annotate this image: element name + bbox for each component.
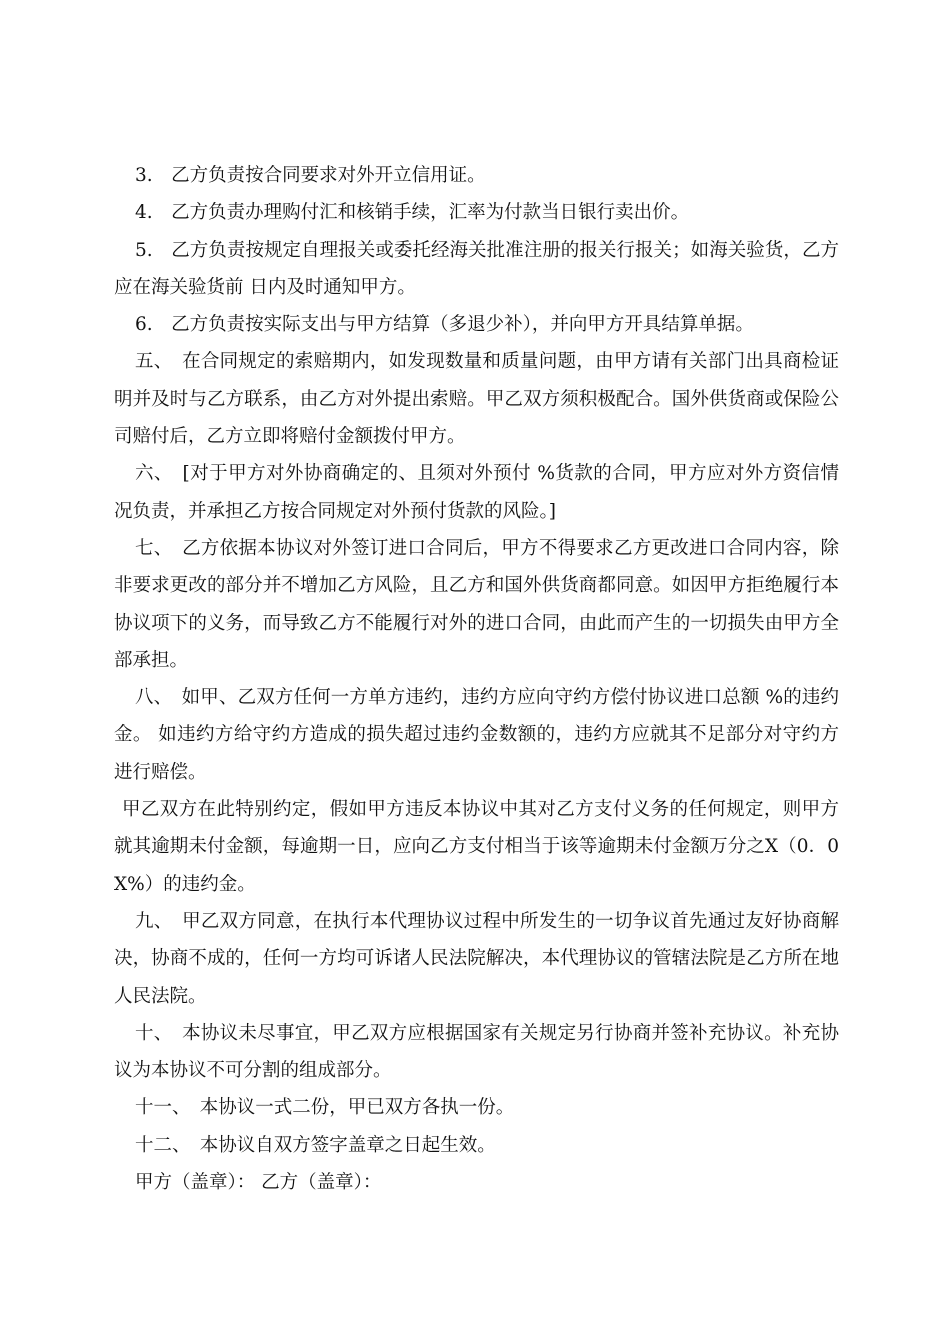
clause-4: 4. 乙方负责办理购付汇和核销手续，汇率为付款当日银行卖出价。: [135, 202, 690, 224]
article-8: 八、 如甲、乙双方任何一方单方违约，违约方应向守约方偿付协议进口总额 %的违约金。 如违约方给守约方造成的损失超过违约金数额的，违约方应就其不足部分对守约方进行赔偿。: [114, 687, 839, 783]
party-b-seal-label: 乙方（盖章）：: [261, 1172, 382, 1194]
special-agreement: 甲乙双方在此特别约定，假如甲方违反本协议中其对乙方支付义务的任何规定，则甲方就其逾期未付金额，每逾期一日，应向乙方支付相当于该等逾期未付金额万分之X（0．0X%）的违约金。: [114, 799, 839, 895]
article-10: 十、 本协议未尽事宜，甲乙双方应根据国家有关规定另行协商并签补充协议。补充协议为本协议不可分割的组成部分。: [114, 1022, 839, 1082]
clause-6: 6. 乙方负责按实际支出与甲方结算（多退少补），并向甲方开具结算单据。: [135, 314, 754, 336]
clause-5: 5. 乙方负责按规定自理报关或委托经海关批准注册的报关行报关；如海关验货，乙方应在海关验货前 日内及时通知甲方。: [114, 239, 839, 298]
article-5: 五、 在合同规定的索赔期内，如发现数量和质量问题，由甲方请有关部门出具商检证明并及时与乙方联系，由乙方对外提出索赔。甲乙双方须积极配合。国外供货商或保险公司赔付后，乙方立即将赔付金额拨付甲方。: [114, 351, 839, 448]
party-a-seal-label: 甲方（盖章）：: [135, 1172, 256, 1194]
article-11: 十一、 本协议一式二份，甲已双方各执一份。: [135, 1097, 515, 1119]
article-9: 九、 甲乙双方同意，在执行本代理协议过程中所发生的一切争议首先通过友好协商解决，协商不成的，任何一方均可诉诸人民法院解决，本代理协议的管辖法院是乙方所在地人民法院。: [114, 910, 839, 1007]
article-6: 六、 [对于甲方对外协商确定的、且须对外预付 %货款的合同，甲方应对外方资信情况负责，并承担乙方按合同规定对外预付货款的风险。]: [114, 463, 839, 522]
document-body: [114, 157, 839, 1201]
article-7: 七、 乙方依据本协议对外签订进口合同后，甲方不得要求乙方更改进口合同内容，除非要求更改的部分并不增加乙方风险，且乙方和国外供货商都同意。如因甲方拒绝履行本协议项下的义务，而导致乙方不能履行对外的进口合同，由此而产生的一切损失由甲方全部承担。: [114, 537, 839, 671]
signature-line: [114, 1164, 839, 1201]
article-12: 十二、 本协议自双方签字盖章之日起生效。: [135, 1134, 496, 1156]
clause-3: 3. 乙方负责按合同要求对外开立信用证。: [135, 165, 486, 186]
